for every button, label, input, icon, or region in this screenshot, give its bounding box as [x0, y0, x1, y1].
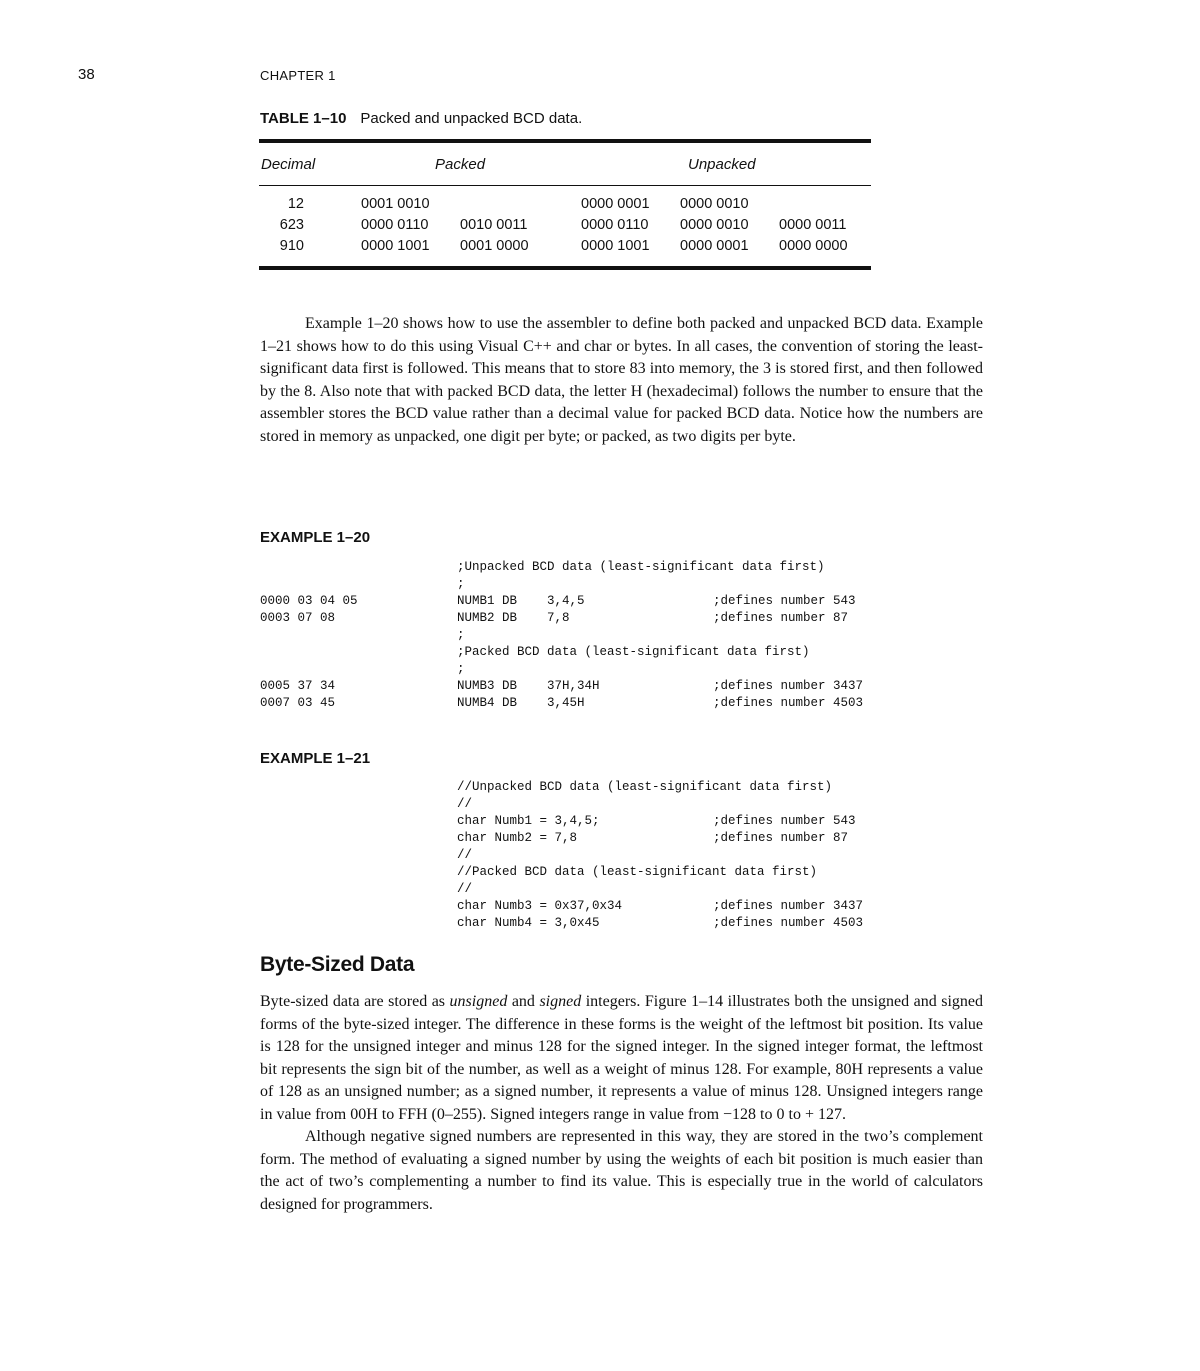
code-source: char Numb2 = 7,8 — [457, 831, 578, 845]
emphasis-signed: signed — [539, 993, 582, 1010]
table-caption-text: Packed and unpacked BCD data. — [360, 110, 583, 127]
cell-unpacked: 0000 0010 — [680, 217, 749, 233]
code-comment: ;defines number 87 — [713, 831, 849, 845]
cell-packed: 0001 0010 — [361, 196, 430, 212]
example-21-label: EXAMPLE 1–21 — [260, 750, 371, 767]
bcd-table — [259, 139, 871, 270]
cell-unpacked: 0000 0110 — [581, 217, 649, 233]
cell-unpacked: 0000 0010 — [680, 196, 749, 212]
code-comment: ;defines number 87 — [713, 611, 849, 625]
code-line — [260, 611, 960, 628]
emphasis-unsigned: unsigned — [449, 993, 508, 1010]
code-line — [260, 628, 960, 645]
code-source: //Unpacked BCD data (least-significant data first) — [457, 780, 833, 794]
intro-paragraph — [260, 313, 983, 448]
table-body — [259, 186, 871, 266]
example-20-code — [260, 560, 960, 713]
text-run: and — [507, 993, 540, 1010]
code-source: ; — [457, 577, 465, 591]
code-source: ; — [457, 628, 465, 642]
cell-decimal: 623 — [279, 217, 304, 233]
column-header-decimal: Decimal — [261, 156, 316, 173]
running-head: CHAPTER 1 — [260, 68, 336, 83]
code-source: NUMB1 DB 3,4,5 — [457, 594, 585, 608]
example-21-code — [260, 780, 960, 933]
code-line — [260, 916, 960, 933]
code-source: ; — [457, 662, 465, 676]
cell-unpacked: 0000 0011 — [779, 217, 847, 233]
code-line — [260, 577, 960, 594]
code-source: NUMB3 DB 37H,34H — [457, 679, 600, 693]
code-source: char Numb4 = 3,0x45 — [457, 916, 600, 930]
code-source: ;Packed BCD data (least-significant data first) — [457, 645, 810, 659]
cell-packed: 0000 1001 — [361, 238, 430, 254]
cell-unpacked: 0000 0001 — [680, 238, 749, 254]
code-line — [260, 882, 960, 899]
code-comment: ;defines number 4503 — [713, 916, 864, 930]
code-line — [260, 780, 960, 797]
text-run: integers. Figure 1–14 illustrates both the unsigned and signed forms of the byte-sized integer. The difference in these forms is the weight of the leftmost bit position. Its value is 128 for the unsigned integer and minus 128 for the signed integer. In the signed integer format, the leftmost bit represents the sign bit of the number, as well as a weight of minus 128. For example, 80H represents a value of 128 as an unsigned number; as a signed number, it represents a value of minus 128. Unsigned integers range in value from 00H to FFH (0–255). Signed integers range in value from −128 to 0 to + 127. — [260, 993, 984, 1123]
code-comment: ;defines number 543 — [713, 814, 856, 828]
code-source: // — [457, 848, 473, 862]
code-line — [260, 696, 960, 713]
code-comment: ;defines number 3437 — [713, 679, 864, 693]
code-line — [260, 797, 960, 814]
code-line — [260, 679, 960, 696]
text-run: Byte-sized data are stored as — [260, 993, 450, 1010]
cell-unpacked: 0000 1001 — [581, 238, 650, 254]
code-line — [260, 662, 960, 679]
code-source: NUMB4 DB 3,45H — [457, 696, 585, 710]
code-line — [260, 899, 960, 916]
code-source: NUMB2 DB 7,8 — [457, 611, 570, 625]
code-source: char Numb3 = 0x37,0x34 — [457, 899, 623, 913]
table-caption — [260, 110, 582, 127]
table-row — [259, 238, 871, 259]
table-row — [259, 196, 871, 217]
code-address: 0003 07 08 — [260, 611, 336, 625]
code-line — [260, 865, 960, 882]
code-line — [260, 814, 960, 831]
table-label: TABLE 1–10 — [260, 110, 347, 127]
cell-decimal: 910 — [279, 238, 304, 254]
code-source: // — [457, 882, 473, 896]
section-body — [260, 991, 983, 1216]
code-line — [260, 848, 960, 865]
column-header-packed: Packed — [435, 156, 486, 173]
code-comment: ;defines number 4503 — [713, 696, 864, 710]
cell-packed: 0000 0110 — [361, 217, 429, 233]
section-heading: Byte-Sized Data — [260, 953, 415, 976]
code-source: //Packed BCD data (least-significant data first) — [457, 865, 818, 879]
column-header-unpacked: Unpacked — [688, 156, 756, 173]
code-line — [260, 594, 960, 611]
code-address: 0000 03 04 05 — [260, 594, 358, 608]
code-line — [260, 560, 960, 577]
example-20-label: EXAMPLE 1–20 — [260, 529, 371, 546]
code-line — [260, 831, 960, 848]
code-source: char Numb1 = 3,4,5; — [457, 814, 600, 828]
page-number: 38 — [78, 66, 95, 83]
twos-complement-paragraph: Although negative signed numbers are represented in this way, they are stored in the two’s complement form. The method of evaluating a signed number by using the weights of each bit position is much easier than the act of two’s complementing a number to find its value. This is especially true in the world of calculators designed for programmers. — [260, 1128, 983, 1213]
code-address: 0007 03 45 — [260, 696, 336, 710]
byte-sized-paragraph — [260, 991, 983, 1126]
cell-packed: 0010 0011 — [460, 217, 528, 233]
code-source: // — [457, 797, 473, 811]
cell-decimal: 12 — [287, 196, 304, 212]
code-source: ;Unpacked BCD data (least-significant data first) — [457, 560, 825, 574]
cell-unpacked: 0000 0001 — [581, 196, 650, 212]
code-comment: ;defines number 3437 — [713, 899, 864, 913]
cell-packed: 0001 0000 — [460, 238, 529, 254]
paragraph-text: Example 1–20 shows how to use the assembler to define both packed and unpacked BCD data. Example 1–21 shows how to do this using Visual C++ and char or bytes. In all cases, the convention of storing the least-significant data first is followed. This means that to store 83 into memory, the 3 is stored first, and then followed by the 8. Also note that with packed BCD data, the letter H (hexadecimal) follows the number to ensure that the assembler stores the BCD value rather than a decimal value for packed BCD data. Notice how the numbers are stored in memory as unpacked, one digit per byte; or packed, as two digits per byte. — [260, 315, 983, 445]
code-comment: ;defines number 543 — [713, 594, 856, 608]
code-line — [260, 645, 960, 662]
table-bottom-rule — [259, 266, 871, 270]
table-header — [259, 143, 871, 185]
table-row — [259, 217, 871, 238]
cell-unpacked: 0000 0000 — [779, 238, 848, 254]
code-address: 0005 37 34 — [260, 679, 336, 693]
